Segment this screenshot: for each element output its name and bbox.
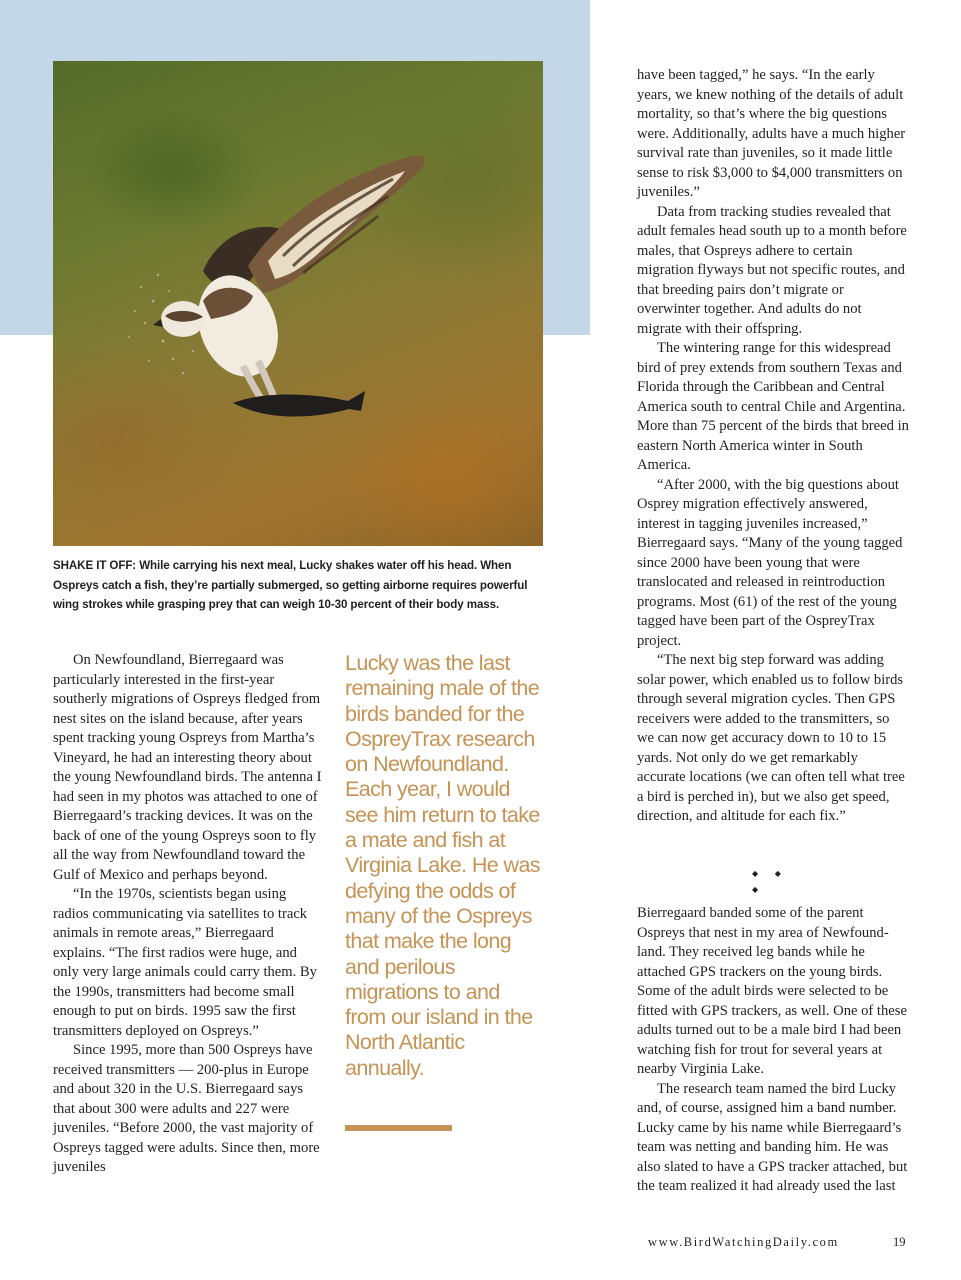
article-column-left (53, 651, 325, 1178)
article-column-right (637, 66, 909, 827)
paragraph: Since 1995, more than 500 Ospreys have received transmitters — 200-plus in Europe and about 320 in the U.S. Bierregaard says that about 300 were adults and 227 were juveniles. “Before 2000, the vast majority of Ospreys tagged were adults. Since then, more juveniles (53, 1042, 320, 1175)
footer-website: www.BirdWatchingDaily.com (648, 1235, 839, 1249)
paragraph: have been tagged,” he says. “In the early years, we knew nothing of the details of adult mortality, so that’s where the big questions were. Additionally, adults have a much higher survival rate than juveniles, so it made little sense to risk $3,000 to $4,000 transmitters on juveniles.” (637, 67, 906, 200)
paragraph: Data from tracking studies revealed that adult females head south up to a month before males, that Ospreys adhere to certain migration flyways but not specific routes, and that breeding pairs don’t migrate or overwinter together. And adults do not migrate with their offspring. (637, 203, 907, 337)
paragraph: On Newfoundland, Bierregaard was particularly interested in the first-year southerly migrations of Ospreys fledged from nest sites on the island because, after years spent tracking young Ospreys from Martha’s Vineyard, he had an interesting theory about the young Newfoundland birds. The antenna I had seen in my photos was attached to one of Bierregaard’s tracking devices. It was on the back of one of the young Ospreys soon to fly all the way from Newfoundland toward the Gulf of Mexico and perhaps beyond. (53, 652, 322, 883)
paragraph: “The next big step forward was adding solar power, which enabled us to follow birds through several migration cycles. Then GPS receivers were added to the transmitters, so we can now get accuracy down to 10 to 15 yards. Not only do we get remarkably accurate locations (we can often tell what tree a bird is perched in), but we also get speed, direction, and altitude for each fix.” (637, 652, 905, 824)
caption-text: While carrying his next meal, Lucky shakes water off his head. When Ospreys catch a fish, they’re partially submerged, so getting airborne requires powerful wing strokes while grasping prey that can weigh 10-30 percent of their body mass. (53, 559, 528, 611)
pull-quote: Lucky was the last remaining male of the birds banded for the OspreyTrax research on Newfoundland. Each year, I would see him return to take a mate and fish at Virginia Lake. He was defying the odds of many of the Ospreys that make the long and perilous migrations to and from our island in the North Atlantic annually. (345, 651, 540, 1080)
osprey-illustration (53, 61, 543, 546)
pull-quote-rule (345, 1125, 452, 1131)
paragraph: Bierregaard banded some of the parent Ospreys that nest in my area of Newfoundland. They received leg bands while he attached GPS trackers on the young birds. Some of the adult birds were selected to be fitted with GPS trackers, as well. One of these adults turned out to be a male bird I had been watching fish for trout for several years at nearby Virginia Lake. (637, 905, 907, 1077)
paragraph: The wintering range for this widespread bird of prey extends from southern Texas and Florida through the Caribbean and Central America south to central Chile and Argentina. More than 75 percent of the birds that breed in eastern North America winter in South America. (637, 340, 909, 473)
photo-caption (53, 556, 543, 615)
page-number: 19 (893, 1235, 906, 1249)
paragraph: The research team named the bird Lucky and, of course, assigned him a band number. Lucky came by his name while Bierregaard’s team was netting and banding him. He was also slated to have a GPS tracker attached, but the team realized it had already used the last (637, 1080, 908, 1194)
section-break-diamonds: ◆ ◆ ◆ (752, 869, 788, 894)
paragraph: “In the 1970s, scientists began using radios communicating via satellites to track animals in remote areas,” Bierregaard explains. “The first radios were huge, and only very large animals could carry them. By the 1990s, transmitters had become small enough to put on birds. 1995 saw the first transmitters deployed on Ospreys.” (53, 886, 317, 1039)
caption-lead: SHAKE IT OFF: (53, 559, 137, 572)
osprey-photo (53, 61, 543, 546)
article-column-right-continued (637, 904, 909, 1197)
paragraph: “After 2000, with the big questions about Osprey migration effectively answered, interest in tagging juveniles increased,” Bierregaard says. “Many of the young tagged since 2000 have been young that were translocated and released in reintroduction programs. Most (61) of the rest of the young tagged have been part of the OspreyTrax project. (637, 476, 903, 649)
